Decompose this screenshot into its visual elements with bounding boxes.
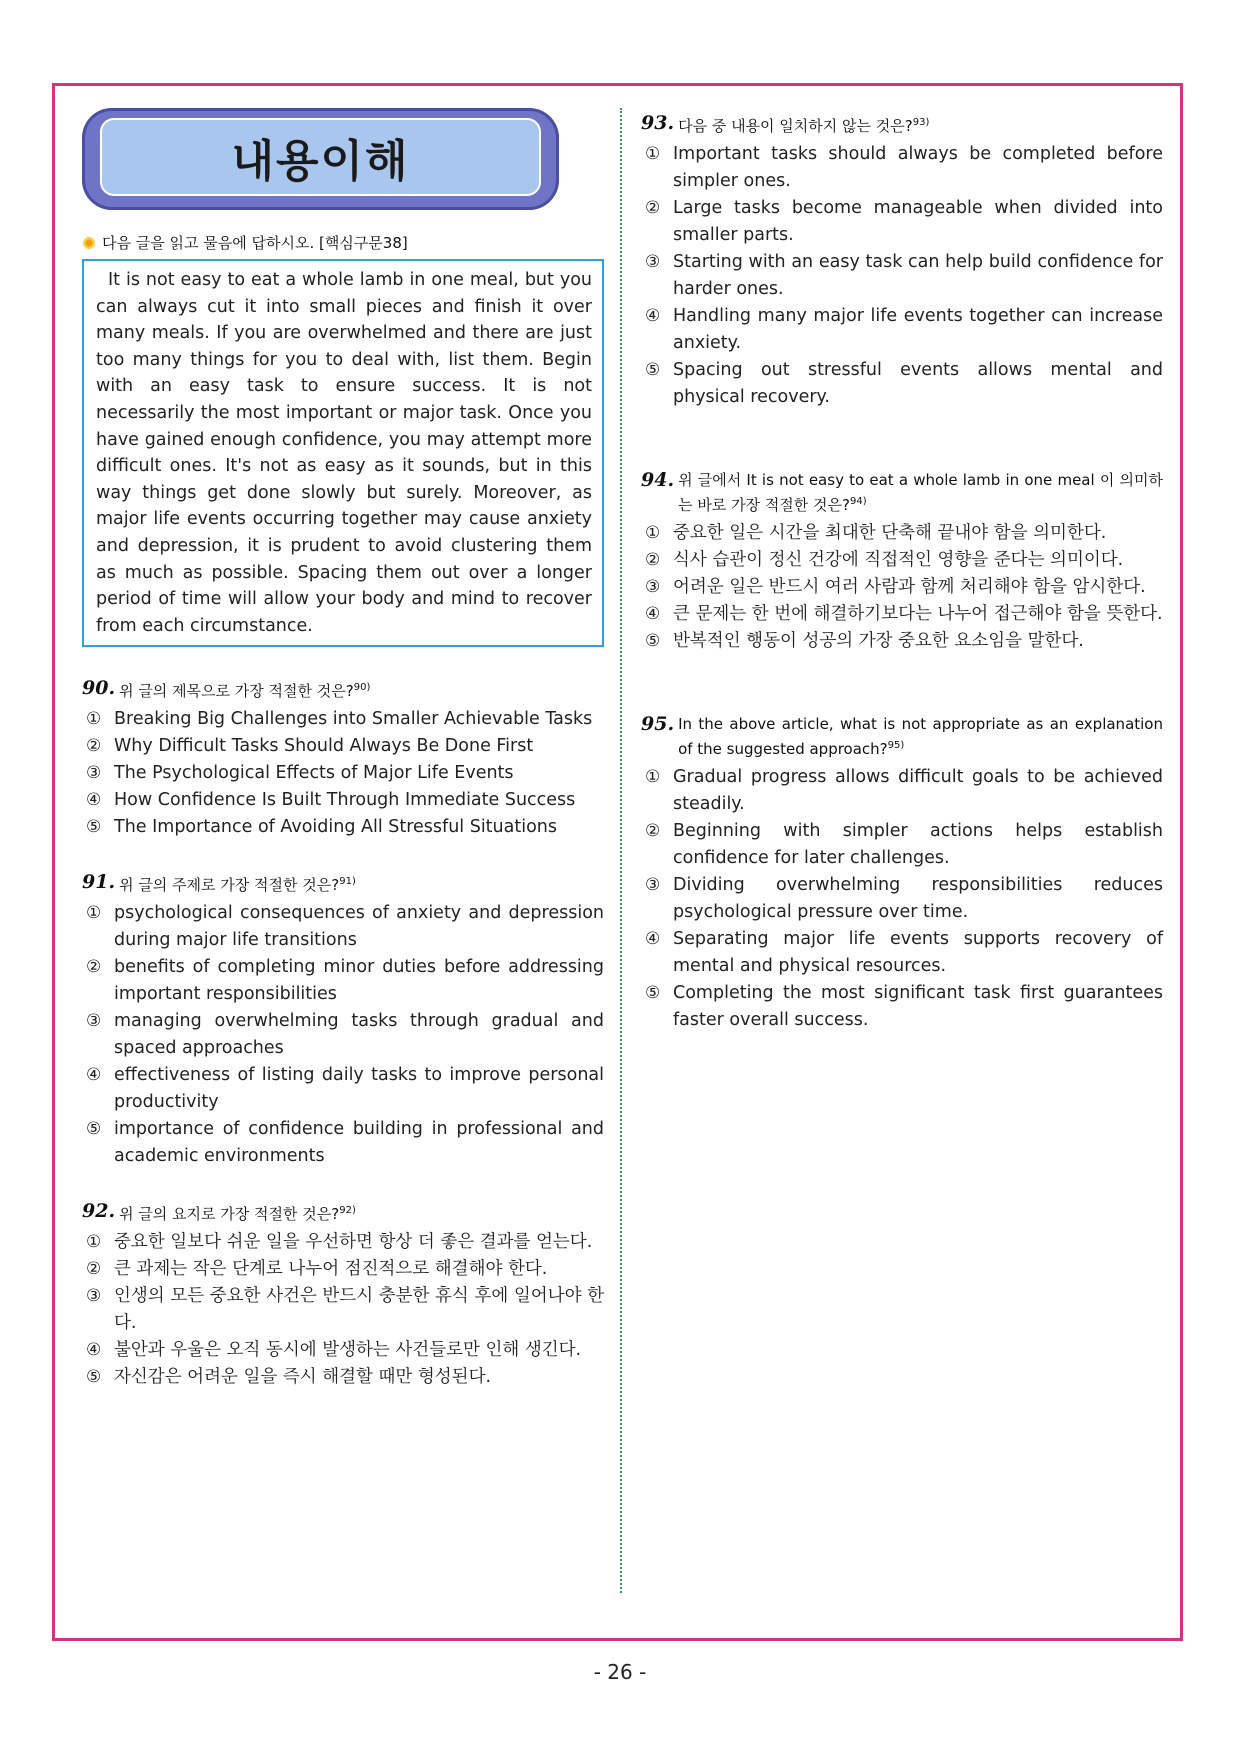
option-text: How Confidence Is Built Through Immediate Success xyxy=(114,790,576,811)
footnote-marker: 90) xyxy=(353,682,371,694)
answer-option[interactable] xyxy=(641,764,1163,818)
option-marker: ② xyxy=(645,198,661,218)
answer-option[interactable] xyxy=(641,357,1163,411)
answer-option[interactable] xyxy=(641,303,1163,357)
option-marker: ① xyxy=(86,709,102,730)
answer-option[interactable] xyxy=(82,760,604,787)
question-number: 93. xyxy=(641,112,675,134)
option-text: 자신감은 어려운 일을 즉시 해결할 때만 형성된다. xyxy=(114,1367,492,1388)
answer-option[interactable] xyxy=(82,1364,604,1391)
option-text: Important tasks should always be completed before simpler ones. xyxy=(673,144,1163,191)
option-text: 불안과 우울은 오직 동시에 발생하는 사건들로만 인해 생긴다. xyxy=(114,1340,582,1361)
question-94 xyxy=(641,469,1163,655)
option-text: 식사 습관이 정신 건강에 직접적인 영향을 준다는 의미이다. xyxy=(673,550,1124,570)
option-marker: ① xyxy=(86,1232,102,1253)
footnote-marker: 92) xyxy=(339,1205,356,1217)
option-text: Spacing out stressful events allows mental and physical recovery. xyxy=(673,360,1163,407)
answer-option[interactable] xyxy=(82,1062,604,1116)
option-marker: ⑤ xyxy=(86,817,102,838)
instruction-text: 다음 글을 읽고 물음에 답하시오. [핵심구문38] xyxy=(102,234,408,252)
left-column xyxy=(82,108,604,1391)
answer-option[interactable] xyxy=(82,1116,604,1170)
option-text: The Psychological Effects of Major Life Events xyxy=(114,763,514,784)
option-text: managing overwhelming tasks through gradual and spaced approaches xyxy=(114,1011,604,1059)
question-number: 94. xyxy=(641,469,675,491)
answer-option[interactable] xyxy=(641,926,1163,980)
option-marker: ⑤ xyxy=(645,983,661,1003)
option-marker: ③ xyxy=(645,577,661,597)
question-prompt xyxy=(641,112,1163,137)
question-number: 95. xyxy=(641,713,675,735)
question-number: 92. xyxy=(82,1200,116,1223)
option-marker: ③ xyxy=(86,1286,102,1307)
answer-option[interactable] xyxy=(641,195,1163,249)
question-prompt xyxy=(82,871,604,896)
answer-option[interactable] xyxy=(641,818,1163,872)
question-95 xyxy=(641,713,1163,1034)
question-92 xyxy=(82,1200,604,1391)
option-marker: ③ xyxy=(86,763,102,784)
option-marker: ③ xyxy=(86,1011,102,1032)
instruction xyxy=(82,232,604,253)
option-marker: ④ xyxy=(86,1065,102,1086)
option-marker: ① xyxy=(645,767,661,787)
option-text: 큰 문제는 한 번에 해결하기보다는 나누어 접근해야 함을 뜻한다. xyxy=(673,604,1163,624)
answer-options xyxy=(641,764,1163,1034)
footnote-marker: 95) xyxy=(887,740,905,751)
option-marker: ① xyxy=(645,523,661,543)
section-title-badge xyxy=(82,108,559,210)
answer-options xyxy=(641,520,1163,655)
option-text: Breaking Big Challenges into Smaller Achievable Tasks xyxy=(114,709,593,730)
answer-option[interactable] xyxy=(82,1337,604,1364)
answer-options xyxy=(82,1229,604,1391)
answer-option[interactable] xyxy=(82,954,604,1008)
option-text: 반복적인 행동이 성공의 가장 중요한 요소임을 말한다. xyxy=(673,631,1084,651)
question-93 xyxy=(641,112,1163,411)
question-prompt xyxy=(641,469,1163,516)
option-text: Dividing overwhelming responsibilities reduces psychological pressure over time. xyxy=(673,875,1163,922)
answer-option[interactable] xyxy=(82,1229,604,1256)
option-text: effectiveness of listing daily tasks to improve personal productivity xyxy=(114,1065,604,1113)
section-title: 내용이해 xyxy=(231,136,410,187)
option-marker: ② xyxy=(645,550,661,570)
option-marker: ② xyxy=(86,736,102,757)
question-number: 90. xyxy=(82,677,116,700)
right-column xyxy=(641,112,1163,1034)
option-marker: ④ xyxy=(645,929,661,949)
option-text: Large tasks become manageable when divided into smaller parts. xyxy=(673,198,1163,245)
option-text: Completing the most significant task first guarantees faster overall success. xyxy=(673,983,1163,1030)
answer-option[interactable] xyxy=(641,628,1163,655)
option-text: 인생의 모든 중요한 사건은 반드시 충분한 휴식 후에 일어나야 한다. xyxy=(114,1286,604,1334)
question-90 xyxy=(82,677,604,841)
option-text: 중요한 일은 시간을 최대한 단축해 끝내야 함을 의미한다. xyxy=(673,523,1107,543)
option-marker: ③ xyxy=(645,875,661,895)
question-prompt xyxy=(82,1200,604,1225)
option-marker: ⑤ xyxy=(86,1119,102,1140)
answer-option[interactable] xyxy=(82,706,604,733)
answer-option[interactable] xyxy=(82,1256,604,1283)
option-marker: ④ xyxy=(86,1340,102,1361)
option-text: Gradual progress allows difficult goals to be achieved steadily. xyxy=(673,767,1163,814)
option-marker: ⑤ xyxy=(86,1367,102,1388)
question-text: 위 글의 주제로 가장 적절한 것은? xyxy=(119,876,340,895)
answer-option[interactable] xyxy=(82,1008,604,1062)
option-text: benefits of completing minor duties before addressing important responsibilities xyxy=(114,957,604,1005)
answer-option[interactable] xyxy=(641,249,1163,303)
option-marker: ② xyxy=(645,821,661,841)
answer-option[interactable] xyxy=(82,787,604,814)
page-number: - 26 - xyxy=(593,1660,647,1684)
option-text: importance of confidence building in professional and academic environments xyxy=(114,1119,604,1167)
option-text: 어려운 일은 반드시 여러 사람과 함께 처리해야 함을 암시한다. xyxy=(673,577,1146,597)
option-text: Beginning with simpler actions helps establish confidence for later challenges. xyxy=(673,821,1163,868)
question-text: 위 글의 제목으로 가장 적절한 것은? xyxy=(119,682,354,701)
option-marker: ① xyxy=(86,903,102,924)
option-text: psychological consequences of anxiety and depression during major life transitions xyxy=(114,903,604,951)
footnote-marker: 91) xyxy=(339,876,356,888)
answer-option[interactable] xyxy=(641,574,1163,601)
option-marker: ④ xyxy=(645,604,661,624)
question-text: 다음 중 내용이 일치하지 않는 것은? xyxy=(678,117,913,135)
option-text: Starting with an easy task can help build confidence for harder ones. xyxy=(673,252,1163,299)
answer-options xyxy=(641,141,1163,411)
answer-option[interactable] xyxy=(641,872,1163,926)
answer-option[interactable] xyxy=(82,814,604,841)
reading-passage: It is not easy to eat a whole lamb in one meal, but you can always cut it into small pieces and finish it over many meals. If you are overwhelmed and there are just too many things for you to deal with, list them. Begin with an easy task to ensure success. It is not necessarily the most important or major task. Once you have gained enough confidence, you may attempt more difficult ones. It's not as easy as it sounds, but in this way things get done slowly but surely. Moreover, as major life events occurring together may cause anxiety and depression, it is prudent to avoid clustering them as much as possible. Spacing them out over a longer period of time will allow your body and mind to recover from each circumstance. xyxy=(82,259,604,647)
option-marker: ④ xyxy=(86,790,102,811)
flower-icon xyxy=(82,236,96,250)
question-91 xyxy=(82,871,604,1170)
footnote-marker: 94) xyxy=(850,496,867,507)
footnote-marker: 93) xyxy=(912,117,930,128)
answer-option[interactable] xyxy=(82,1283,604,1337)
option-marker: ⑤ xyxy=(645,360,661,380)
option-text: 큰 과제는 작은 단계로 나누어 점진적으로 해결해야 한다. xyxy=(114,1259,548,1280)
option-marker: ① xyxy=(645,144,661,164)
question-number: 91. xyxy=(82,871,116,894)
answer-options xyxy=(82,706,604,841)
answer-option[interactable] xyxy=(641,547,1163,574)
option-text: The Importance of Avoiding All Stressful Situations xyxy=(114,817,557,838)
option-marker: ⑤ xyxy=(645,631,661,651)
option-marker: ② xyxy=(86,1259,102,1280)
answer-option[interactable] xyxy=(82,733,604,760)
option-marker: ③ xyxy=(645,252,661,272)
option-text: 중요한 일보다 쉬운 일을 우선하면 항상 더 좋은 결과를 얻는다. xyxy=(114,1232,593,1253)
question-text: In the above article, what is not appropriate as an explanation of the suggested approach? xyxy=(678,715,1163,758)
option-marker: ④ xyxy=(645,306,661,326)
answer-option[interactable] xyxy=(641,520,1163,547)
option-marker: ② xyxy=(86,957,102,978)
question-text: 위 글에서 It is not easy to eat a whole lamb in one meal 이 의미하는 바로 가장 적절한 것은? xyxy=(678,471,1163,514)
answer-option[interactable] xyxy=(82,900,604,954)
option-text: Separating major life events supports recovery of mental and physical resources. xyxy=(673,929,1163,976)
question-text: 위 글의 요지로 가장 적절한 것은? xyxy=(119,1205,340,1224)
column-divider xyxy=(620,108,622,1593)
option-text: Handling many major life events together can increase anxiety. xyxy=(673,306,1163,353)
answer-options xyxy=(82,900,604,1170)
answer-option[interactable] xyxy=(641,601,1163,628)
answer-option[interactable] xyxy=(641,141,1163,195)
question-prompt xyxy=(641,713,1163,760)
option-text: Why Difficult Tasks Should Always Be Done First xyxy=(114,736,534,757)
question-prompt xyxy=(82,677,604,702)
answer-option[interactable] xyxy=(641,980,1163,1034)
